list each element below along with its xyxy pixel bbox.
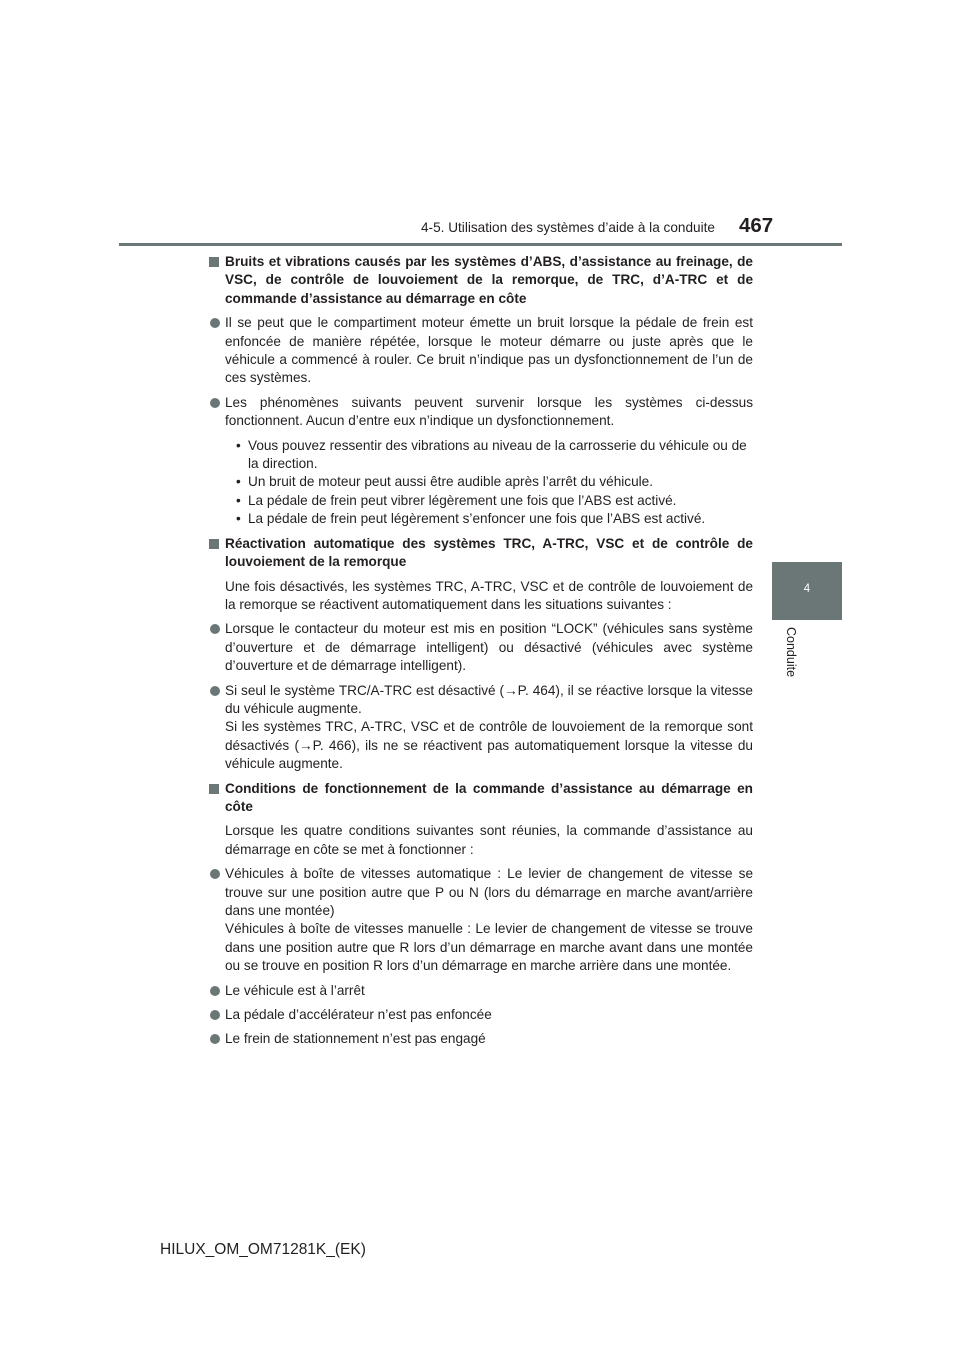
chapter-number: 4 [803, 583, 811, 595]
heading-text: Réactivation automatique des systèmes TRC, A-TRC, VSC et de contrôle de louvoiement de la remorque [225, 535, 753, 570]
sub-list [209, 437, 753, 529]
sub-list-item-text: La pédale de frein peut vibrer légèrement une fois que l’ABS est activé. [248, 492, 677, 508]
section-heading [209, 253, 753, 308]
list-item [209, 682, 753, 774]
chapter-label-text: Conduite [784, 627, 798, 678]
sub-list-item [236, 492, 753, 510]
section-title: 4-5. Utilisation des systèmes d’aide à la conduite [421, 220, 715, 235]
list-item-text: Véhicules à boîte de vitesses automatique : Le levier de changement de vitesse se trouve sur une position autre que P ou N (lors du démarrage en marche avant/arrière dans une montée) [225, 866, 753, 918]
sub-list-item-text: Un bruit de moteur peut aussi être audible après l’arrêt du véhicule. [248, 474, 654, 490]
circle-bullet-icon [210, 986, 220, 996]
sub-list-item [236, 437, 753, 474]
chapter-tab [772, 562, 842, 620]
dot-marker: • [236, 437, 241, 453]
paragraph: Lorsque les quatre conditions suivantes sont réunies, la commande d’assistance au démarrage en côte se met à fonctionner : [225, 823, 753, 857]
circle-bullet-icon [210, 624, 220, 634]
list-item [209, 1030, 753, 1048]
circle-bullet-icon [210, 686, 220, 696]
circle-bullet-icon [210, 398, 220, 408]
heading-text: Conditions de fonctionnement de la commande d’assistance au démarrage en côte [225, 780, 753, 814]
header-divider [119, 243, 842, 246]
list-item-text: Si les systèmes TRC, A-TRC, VSC et de contrôle de louvoiement de la remorque sont désactivés (→P. 466), ils ne se réactivent pas automatiquement lorsque la vitesse du véhicule augmente. [225, 719, 753, 772]
section-heading [209, 535, 753, 572]
dot-marker: • [236, 474, 241, 490]
dot-marker: • [236, 511, 241, 527]
list-item [209, 1006, 753, 1024]
page-number: 467 [739, 214, 774, 237]
heading-text: Bruits et vibrations causés par les systèmes d’ABS, d’assistance au freinage, de VSC, de contrôle de louvoiement de la remorque, de TRC, d’A-TRC et de commande d’assistance au démarrage en côte [225, 254, 753, 306]
list-item-text: Le frein de stationnement n’est pas engagé [225, 1031, 486, 1047]
list-item-text: Lorsque le contacteur du moteur est mis en position “LOCK” (véhicules sans système d’ouverture et de démarrage intelligent) ou désactivé (véhicules avec système d’ouverture et de démarrage intelligent). [225, 621, 753, 674]
list-item-text: Véhicules à boîte de vitesses manuelle : Le levier de changement de vitesse se trouve dans une position autre que R lors d’un démarrage en marche avant dans une montée ou se trouve en position R lors d’un démarrage en marche arrière dans une montée. [225, 921, 753, 974]
circle-bullet-icon [210, 1010, 220, 1020]
dot-marker: • [236, 492, 241, 508]
list-item-text: Les phénomènes suivants peuvent survenir lorsque les systèmes ci-dessus fonctionnent. Aucun d’entre eux n’indique un dysfonctionnement. [225, 394, 753, 429]
list-item-text: Le véhicule est à l’arrêt [225, 982, 365, 998]
list-item-text: La pédale d’accélérateur n’est pas enfoncée [225, 1007, 492, 1023]
list-item [209, 865, 753, 975]
circle-bullet-icon [210, 318, 220, 328]
list-item [209, 314, 753, 388]
list-item-text: Il se peut que le compartiment moteur émette un bruit lorsque la pédale de frein est enfoncée de manière répétée, lorsque le moteur démarre ou juste après que le véhicule a commencé à rouler. Ce bruit n’indique pas un dysfonctionnement de l’un de ces systèmes. [225, 315, 753, 386]
list-item [209, 620, 753, 675]
sub-list-item [236, 510, 753, 528]
list-item [209, 394, 753, 431]
sub-list-item [236, 473, 753, 491]
square-bullet-icon [209, 539, 219, 549]
square-bullet-icon [209, 257, 219, 267]
circle-bullet-icon [210, 1034, 220, 1044]
section-heading [209, 780, 753, 817]
main-content [209, 253, 753, 1055]
chapter-label [784, 627, 806, 687]
sub-list-item-text: La pédale de frein peut légèrement s’enfoncer une fois que l’ABS est activé. [248, 511, 706, 527]
document-id: HILUX_OM_OM71281K_(EK) [160, 1241, 366, 1258]
circle-bullet-icon [210, 869, 220, 879]
sub-list-item-text: Vous pouvez ressentir des vibrations au niveau de la carrosserie du véhicule ou de la direction. [248, 437, 747, 472]
list-item-text: Si seul le système TRC/A-TRC est désactivé (→P. 464), il se réactive lorsque la vitesse du véhicule augmente. [225, 682, 753, 716]
list-item [209, 982, 753, 1000]
square-bullet-icon [209, 784, 219, 794]
paragraph: Une fois désactivés, les systèmes TRC, A-TRC, VSC et de contrôle de louvoiement de la remorque se réactivent automatiquement dans les situations suivantes : [225, 578, 753, 612]
